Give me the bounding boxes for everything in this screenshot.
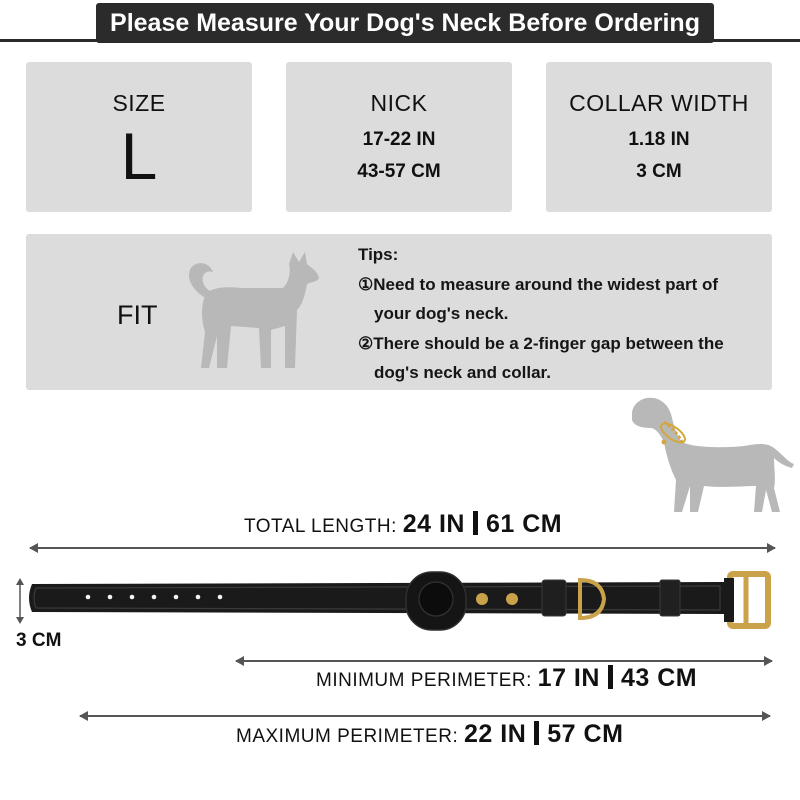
husky-silhouette-icon xyxy=(179,248,321,372)
minimum-perimeter-arrow xyxy=(236,660,772,662)
collar-width-heading: COLLAR WIDTH xyxy=(569,90,749,116)
minimum-perimeter-row xyxy=(316,664,697,693)
maximum-perimeter-cm: 57 CM xyxy=(547,720,624,748)
tip-1-line-1: ①Need to measure around the widest part of xyxy=(358,274,719,294)
maximum-perimeter-label: MAXIMUM PERIMETER: xyxy=(236,726,459,747)
nick-inches: 17-22 IN xyxy=(362,129,436,150)
size-heading: SIZE xyxy=(112,90,166,116)
minimum-perimeter-label: MINIMUM PERIMETER: xyxy=(316,670,532,691)
dog-with-collar-icon xyxy=(624,392,796,520)
collar-width-inches: 1.18 IN xyxy=(628,129,690,150)
separator-bar xyxy=(534,721,539,745)
total-length-inches: 24 IN xyxy=(402,510,465,538)
tip-2-line-2: dog's neck and collar. xyxy=(374,363,551,382)
tips-title: Tips: xyxy=(358,245,399,264)
fit-label: FIT xyxy=(117,300,158,330)
collar-width-panel xyxy=(546,62,772,212)
page-title: Please Measure Your Dog's Neck Before Ordering xyxy=(96,3,714,43)
size-value: L xyxy=(120,119,158,193)
width-mark-label: 3 CM xyxy=(16,630,62,651)
tip-2-line-1: ②There should be a 2-finger gap between the xyxy=(358,333,724,353)
size-panel xyxy=(26,62,252,212)
maximum-perimeter-arrow xyxy=(80,715,770,717)
collar-width-cm: 3 CM xyxy=(636,161,682,182)
nick-heading: NICK xyxy=(370,90,428,116)
separator-bar xyxy=(608,665,613,689)
minimum-perimeter-inches: 17 IN xyxy=(537,664,600,692)
separator-bar xyxy=(473,511,478,535)
tip-1-line-2: your dog's neck. xyxy=(374,304,509,323)
total-length-row xyxy=(244,510,562,539)
maximum-perimeter-row xyxy=(236,720,623,749)
total-length-arrow xyxy=(30,547,775,549)
maximum-perimeter-inches: 22 IN xyxy=(464,720,527,748)
nick-cm: 43-57 CM xyxy=(357,161,441,182)
fit-panel xyxy=(26,234,772,390)
total-length-cm: 61 CM xyxy=(485,510,563,538)
total-length-label: TOTAL LENGTH: xyxy=(244,516,397,537)
tips-block xyxy=(358,240,768,388)
nick-panel xyxy=(286,62,512,212)
collar-image xyxy=(24,570,782,634)
minimum-perimeter-cm: 43 CM xyxy=(620,664,698,692)
